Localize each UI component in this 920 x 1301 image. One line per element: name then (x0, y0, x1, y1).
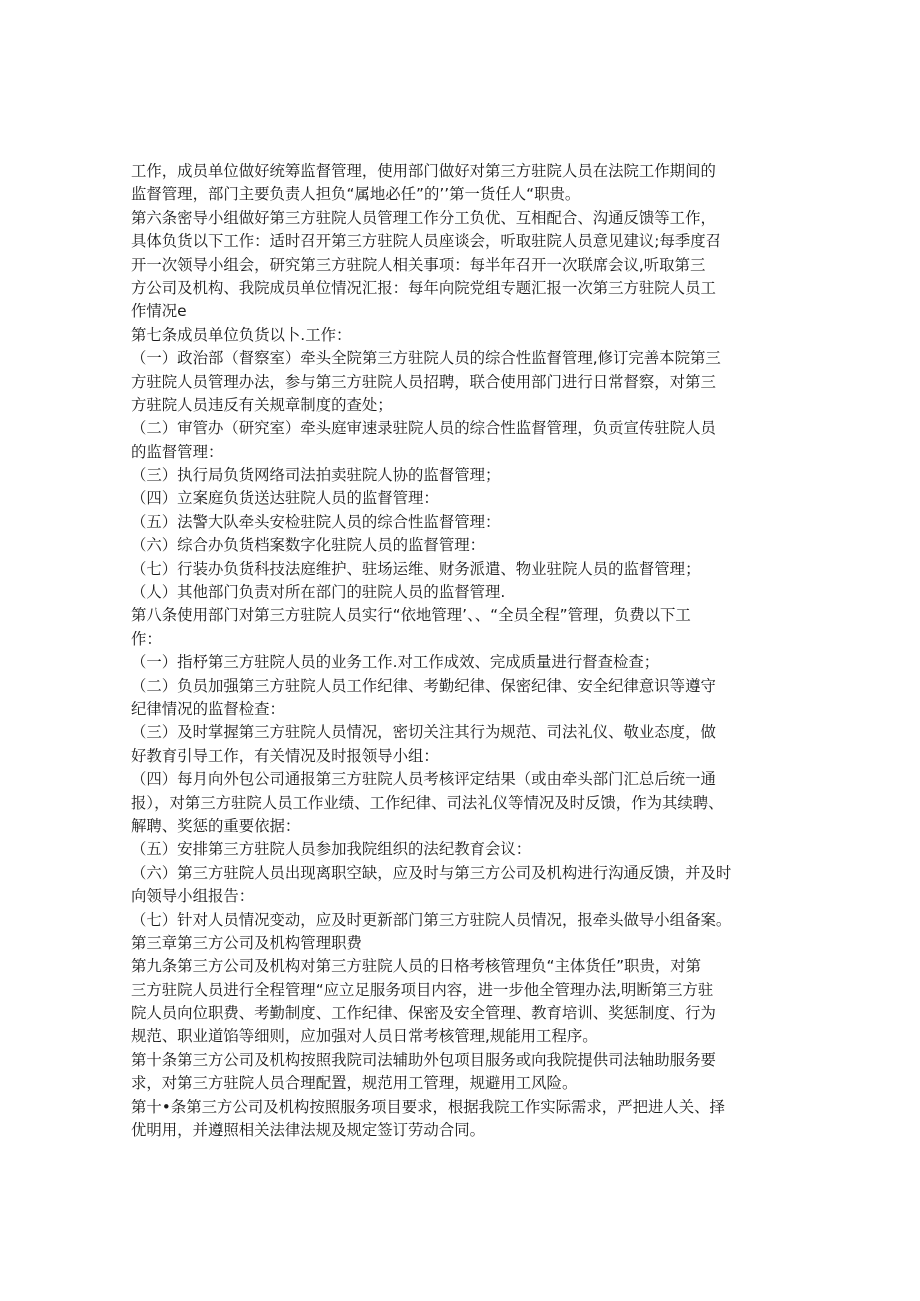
text-line: 方公司及机构、我院成员单位情况汇报：每年向院党组专题汇报一次第三方驻院人员工 (131, 278, 716, 297)
text-line: 的监督管理： (131, 442, 224, 461)
text-line: 作： (131, 629, 162, 648)
text-line: （四）立案庭负货送达驻院人员的监督管理： (131, 489, 439, 508)
text-line: 第十条第三方公司及机构按照我院司法辅助外包项目服务或向我院提供司法轴助服务要 (131, 1050, 716, 1069)
text-line: 方驻院人员管理办法，参与第三方驻院人员招聘，联合使用部门进行日常督察，对第三 (131, 372, 716, 391)
text-line: （人）其他部门负责对所在部门的驻院人员的监督管理. (131, 583, 506, 602)
text-line: （七）针对人员情况变动，应及时更新部门第三方驻院人员情况，报牵头做导小组备案。 (131, 910, 732, 929)
text-line: 纪律情况的监督检查： (131, 699, 285, 718)
text-line: （三）执行局负货网络司法拍卖驻院人协的监督管理； (131, 466, 501, 485)
text-line: 方驻院人员违反有关规章制度的查处； (131, 395, 393, 414)
text-line: 第八条使用部门对第三方驻院人员实行“依地管理’、、“全员全程”管理，负费以下工 (131, 606, 691, 625)
text-line: （四）每月向外包公司通报第三方驻院人员考核评定结果（或由牵头部门汇总后统一通 (131, 770, 716, 789)
text-line: 第三章第三方公司及机构管理职费 (131, 933, 362, 952)
text-line: （六）综合办负货档案数字化驻院人员的监督管理： (131, 536, 485, 555)
text-line: （一）指杼第三方驻院人员的业务工作.对工作成效、完成质量进行督查检查； (131, 653, 660, 672)
text-line: 院人员向位职费、考勤制度、工作纪律、保密及安全管理、教育培训、奖惩制度、行为 (131, 1004, 716, 1023)
text-line: （六）第三方驻院人员出现离职空缺，应及时与第三方公司及机构进行沟通反馈，并及时 (131, 863, 732, 882)
text-line: 第九条第三方公司及机构对第三方驻院人员的日格考核管理负“主体货任”职贵，对第 (131, 957, 702, 976)
text-line: 优明用，并遵照相关法律法规及规定签订劳动合同。 (131, 1121, 485, 1140)
text-line: 三方驻院人员进行全程管理“应立足服务项目内容，进一步他全管理办法,明断第三方驻 (131, 980, 714, 999)
text-line: 第六条密导小组做好第三方驻院人员管理工作分工负优、互相配合、沟通反馈等工作， (131, 208, 716, 227)
text-line: 具体负货以下工作：适时召开第三方驻院人员座谈会，听取驻院人员意见建议;每季度召 (131, 232, 722, 251)
text-line: 监督管理，部门主要负责人担负“属地必任”的’’第一货任人“职贵。 (131, 185, 581, 204)
document-body (131, 160, 791, 1142)
text-line: （七）行装办负货科技法庭维护、驻场运维、财务派遣、物业驻院人员的监督管理； (131, 559, 701, 578)
text-line: 求，对第三方驻院人员合理配置，规范用工管理，规避用工风险。 (131, 1074, 578, 1093)
text-line: 第七条成员单位负货以卜.工作： (131, 325, 352, 344)
text-line: 向领导小组报告： (131, 887, 255, 906)
text-line: 解聘、奖惩的重要依据： (131, 816, 301, 835)
text-line: （三）及时掌握第三方驻院人员情况，密切关注其行为规范、司法礼仪、敬业态度，做 (131, 723, 716, 742)
text-line: （一）政治部（督察室）牵头全院第三方驻院人员的综合性监督管理,修订完善本院第三 (131, 349, 721, 368)
text-line: （五）安排第三方驻院人员参加我院组织的法纪教育会议： (131, 840, 532, 859)
text-line: （二）负员加强第三方驻院人员工作纪律、考勤纪律、保密纪律、安全纪律意识等遵守 (131, 676, 716, 695)
text-line: 作情况e (131, 302, 187, 321)
text-line: 开一次领导小组会，研究第三方驻院人相关事项：每半年召开一次联席会议,听取第三 (131, 255, 706, 274)
text-line: 好教育引导工作，有关情况及时报领导小组： (131, 746, 439, 765)
text-line: 工作，成员单位做好统筹监督管理，使用部门做好对第三方驻院人员在法院工作期间的 (131, 162, 716, 180)
text-line: 规范、职业道馅等细则，应加强对人员日常考核管理,规能用工程序。 (131, 1027, 598, 1046)
text-line: 第十•条第三方公司及机构按照服务项目要求，根据我院工作实际需求，严把进人关、择 (131, 1097, 725, 1116)
text-line: （五）法警大队牵头安检驻院人员的综合性监督管理： (131, 512, 501, 531)
text-line: （二）审管办（研究室）牵头庭审速录驻院人员的综合性监督管理，负贡宣传驻院人员 (131, 419, 716, 438)
text-line: 报），对第三方驻院人员工作业绩、工作纪律、司法礼仪等情况及时反馈，作为其续聘、 (131, 793, 724, 812)
